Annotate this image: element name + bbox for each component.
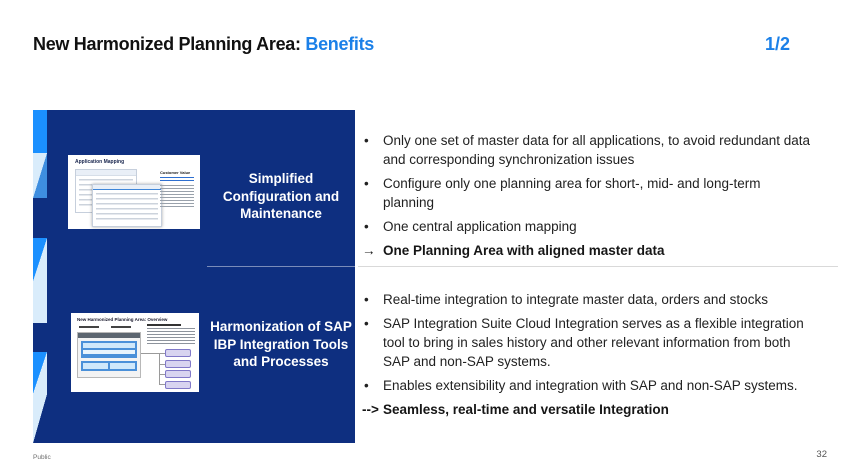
text-lines-placeholder <box>147 328 195 346</box>
overview-lavender-box <box>165 360 191 368</box>
bullet-text: Real-time integration to integrate master data, orders and stocks <box>383 292 768 307</box>
text-lines-placeholder <box>96 193 158 221</box>
bullet-item <box>355 290 815 309</box>
thumbnail-slide-overview <box>71 313 199 392</box>
conclusion-line <box>355 400 815 419</box>
bullet-item <box>355 314 815 371</box>
mini-heading: Customer Value <box>160 170 191 175</box>
bullet-marker: • <box>364 292 369 307</box>
bullet-marker: • <box>364 133 369 148</box>
decor-cell <box>33 153 47 198</box>
bullet-item <box>355 174 815 212</box>
bullet-text: Configure only one planning area for short-, mid- and long-term planning <box>383 176 761 210</box>
benefits-section-simplified <box>355 131 815 260</box>
bullet-item <box>355 217 815 236</box>
section-label-simplified: Simplified Configuration and Maintenance <box>222 171 340 222</box>
decor-cell <box>33 238 47 281</box>
page-indicator: 1/2 <box>764 34 790 54</box>
bullet-text: SAP Integration Suite Cloud Integration serves as a flexible integration tool to bring in sales history and other relevant information from both SAP and non-SAP systems. <box>383 316 804 369</box>
overview-inner-box <box>110 363 135 369</box>
text-lines-placeholder <box>79 326 137 328</box>
overview-lavender-box <box>165 370 191 378</box>
overview-lavender-box <box>165 381 191 389</box>
bullet-marker: • <box>364 176 369 191</box>
bullet-text: Enables extensibility and integration with SAP and non-SAP systems. <box>383 378 798 393</box>
decor-cell <box>33 110 47 153</box>
overview-lavender-box <box>165 349 191 357</box>
overview-blue-box <box>81 341 137 358</box>
bullet-item <box>355 131 815 169</box>
arrow-icon: → <box>362 243 376 258</box>
overview-inner-box <box>83 343 135 348</box>
decor-cell <box>33 198 47 238</box>
bullet-marker: • <box>364 316 369 331</box>
mini-text-column <box>160 170 194 209</box>
conclusion-line <box>355 241 815 260</box>
thumbnail-title: Application Mapping <box>75 159 125 165</box>
mini-window-header <box>93 185 161 190</box>
conclusion-text: One Planning Area with aligned master data <box>383 243 665 258</box>
thumbnail-slide-application-mapping <box>68 155 200 229</box>
overview-header-bar <box>78 333 140 338</box>
decor-cell <box>33 352 47 394</box>
mini-window-header <box>76 170 136 176</box>
page-title <box>33 34 374 55</box>
decor-strip <box>33 110 47 443</box>
mini-text-column <box>147 324 195 346</box>
benefits-section-harmonization <box>355 290 815 419</box>
bullet-marker: • <box>364 219 369 234</box>
overview-inner-box <box>83 350 135 354</box>
text-lines-placeholder <box>160 185 194 209</box>
section-label-harmonization: Harmonization of SAP IBP Integration Tools and Processes <box>210 319 352 370</box>
page-title-highlight: Benefits <box>305 34 375 54</box>
mini-window-front <box>92 184 162 227</box>
connector-line <box>159 353 160 385</box>
text-lines-placeholder <box>147 324 181 326</box>
bullet-item <box>355 376 815 395</box>
arrow-icon: --> <box>362 402 379 417</box>
overview-frame <box>77 332 141 378</box>
bullet-text: One central application mapping <box>383 219 577 234</box>
connector-line <box>141 353 159 354</box>
footer-classification: Public <box>33 454 51 461</box>
section-divider <box>358 266 838 267</box>
page-title-prefix: New Harmonized Planning Area: <box>33 34 301 54</box>
conclusion-text: Seamless, real-time and versatile Integration <box>383 402 669 417</box>
text-lines-placeholder <box>160 177 194 183</box>
panel-divider <box>207 266 355 267</box>
decor-cell <box>33 323 47 352</box>
benefits-panel <box>33 110 355 443</box>
thumbnail-title: New Harmonized Planning Area: Overview <box>77 317 168 322</box>
decor-cell <box>33 394 47 443</box>
bullet-marker: • <box>364 378 369 393</box>
page-number: 32 <box>816 449 827 460</box>
bullet-text: Only one set of master data for all applications, to avoid redundant data and corresponding synchronization issues <box>383 133 811 167</box>
overview-inner-box <box>83 363 108 369</box>
decor-cell <box>33 281 47 323</box>
overview-blue-box <box>81 361 137 371</box>
